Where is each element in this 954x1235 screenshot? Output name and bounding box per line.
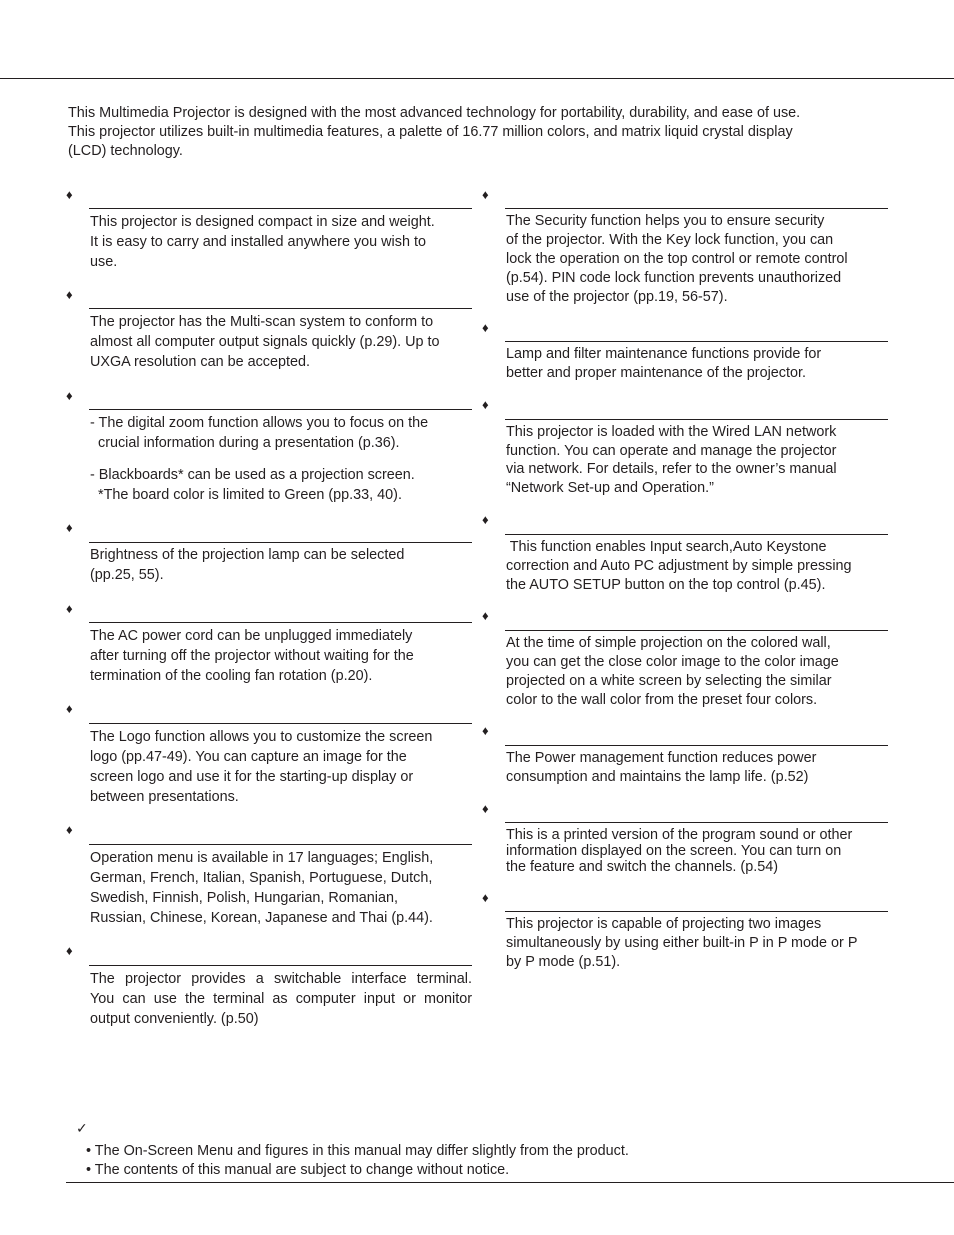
text-line: At the time of simple projection on the colored wall, [506, 635, 831, 651]
intro-paragraph [68, 104, 928, 161]
text-line: “Network Set-up and Operation.” [506, 479, 714, 496]
intro-line: (LCD) technology. [68, 143, 183, 159]
text-line: via network. For details, refer to the owner’s manual [506, 461, 837, 477]
text-line: Lamp and filter maintenance functions provide for [506, 346, 822, 362]
text-line: function. You can operate and manage the projector [506, 442, 837, 459]
text-line: Russian, Chinese, Korean, Japanese and Thai (p.44). [90, 910, 433, 926]
feature-heading-rule [89, 965, 472, 966]
diamond-bullet-icon: ♦ [66, 943, 73, 958]
text-line: The Power management function reduces power [506, 750, 817, 766]
feature-description [506, 749, 888, 787]
diamond-bullet-icon: ♦ [66, 601, 73, 616]
feature-description [90, 626, 472, 686]
text-line: UXGA resolution can be accepted. [90, 354, 310, 370]
text-line: output conveniently. (p.50) [90, 1011, 259, 1027]
text-line: This projector is loaded with the Wired LAN network [506, 424, 837, 440]
text-line: logo (pp.47-49). You can capture an image for the [90, 749, 407, 765]
feature-description [506, 345, 888, 383]
text-line: information displayed on the screen. You can turn on [506, 843, 842, 859]
feature-heading-rule [505, 419, 888, 420]
text-line: better and proper maintenance of the projector. [506, 365, 806, 381]
text-line: Swedish, Finnish, Polish, Hungarian, Romanian, [90, 890, 398, 906]
diamond-bullet-icon: ♦ [482, 512, 489, 527]
text-line: you can get the close color image to the color image [506, 654, 839, 670]
diamond-bullet-icon: ♦ [482, 187, 489, 202]
header-rule [0, 78, 954, 79]
feature-description [90, 848, 472, 928]
text-line: Operation menu is available in 17 languages; English, [90, 850, 434, 866]
feature-list-item [90, 465, 472, 505]
text-line: - Blackboards* can be used as a projection screen. [90, 467, 415, 483]
diamond-bullet-icon: ♦ [66, 388, 73, 403]
diamond-bullet-icon: ♦ [482, 608, 489, 623]
feature-description [506, 538, 888, 595]
feature-description [506, 634, 888, 710]
feature-heading-rule [89, 409, 472, 410]
diamond-bullet-icon: ♦ [482, 320, 489, 335]
feature-heading-rule [505, 745, 888, 746]
diamond-bullet-icon: ♦ [66, 520, 73, 535]
text-line: almost all computer output signals quickly (p.29). Up to [90, 334, 440, 350]
note-line: • The contents of this manual are subject to change without notice. [86, 1162, 510, 1178]
text-line: screen logo and use it for the starting-up display or [90, 769, 414, 785]
text-line: crucial information during a presentation (p.36). [90, 435, 400, 451]
text-line: use. [90, 254, 118, 270]
text-line: termination of the cooling fan rotation (p.20). [90, 668, 373, 684]
text-line: - The digital zoom function allows you to focus on the [90, 415, 429, 431]
text-line: The Security function helps you to ensure security [506, 213, 825, 229]
diamond-bullet-icon: ♦ [66, 187, 73, 202]
feature-description [506, 915, 888, 972]
text-line: the feature and switch the channels. (p.54) [506, 859, 778, 875]
text-line: simultaneously by using either built-in P in P mode or P [506, 935, 858, 951]
text-line: This function enables Input search,Auto Keystone [506, 539, 827, 555]
intro-line: This Multimedia Projector is designed with the most advanced technology for portability, durability, and ease of use. [68, 105, 801, 121]
text-line: after turning off the projector without waiting for the [90, 648, 414, 664]
text-line: It is easy to carry and installed anywhere you wish to [90, 234, 426, 250]
footer-rule [66, 1182, 954, 1183]
text-line: German, French, Italian, Spanish, Portuguese, Dutch, [90, 870, 433, 886]
text-line: The AC power cord can be unplugged immediately [90, 628, 413, 644]
text-line: of the projector. With the Key lock function, you can [506, 232, 834, 248]
text-line: This is a printed version of the program sound or other [506, 827, 853, 843]
text-line: consumption and maintains the lamp life. (p.52) [506, 769, 809, 785]
text-line: Brightness of the projection lamp can be selected [90, 547, 405, 563]
feature-description [90, 545, 472, 585]
feature-heading-rule [89, 208, 472, 209]
text-line: the AUTO SETUP button on the top control (p.45). [506, 577, 826, 593]
feature-heading-rule [505, 822, 888, 823]
diamond-bullet-icon: ♦ [482, 723, 489, 738]
text-line: This projector is capable of projecting two images [506, 916, 822, 932]
feature-description [506, 423, 888, 497]
text-line: color to the wall color from the preset four colors. [506, 692, 818, 708]
feature-heading-rule [89, 308, 472, 309]
text-line: correction and Auto PC adjustment by simple pressing [506, 558, 852, 574]
feature-heading-rule [505, 208, 888, 209]
text-line: between presentations. [90, 789, 239, 805]
text-line: use of the projector (pp.19, 56-57). [506, 289, 728, 305]
text-line: by P mode (p.51). [506, 954, 621, 970]
feature-description [90, 212, 472, 272]
text-line: You can use the terminal as computer input or monitor [90, 991, 472, 1007]
feature-heading-rule [89, 542, 472, 543]
feature-description [90, 312, 472, 372]
diamond-bullet-icon: ♦ [66, 701, 73, 716]
feature-description [506, 827, 888, 875]
text-line: The projector has the Multi-scan system to conform to [90, 314, 434, 330]
feature-description [506, 212, 888, 307]
feature-heading-rule [89, 723, 472, 724]
feature-heading-rule [505, 630, 888, 631]
feature-heading-rule [89, 844, 472, 845]
text-line: The projector provides a switchable interface terminal. [90, 971, 472, 987]
text-line: The Logo function allows you to customize the screen [90, 729, 433, 745]
feature-heading-rule [505, 911, 888, 912]
text-line: lock the operation on the top control or remote control [506, 251, 848, 267]
feature-description [90, 727, 472, 807]
feature-heading-rule [505, 534, 888, 535]
diamond-bullet-icon: ♦ [482, 890, 489, 905]
text-line: projected on a white screen by selecting the similar [506, 673, 832, 689]
feature-heading-rule [89, 622, 472, 623]
text-line: This projector is designed compact in size and weight. [90, 214, 435, 230]
note-line: • The On-Screen Menu and figures in this manual may differ slightly from the product. [86, 1143, 629, 1159]
checkmark-icon: ✓ [76, 1120, 88, 1136]
diamond-bullet-icon: ♦ [66, 287, 73, 302]
feature-description [90, 969, 472, 1029]
diamond-bullet-icon: ♦ [482, 397, 489, 412]
feature-list-item [90, 413, 472, 453]
diamond-bullet-icon: ♦ [482, 801, 489, 816]
text-line: (pp.25, 55). [90, 567, 164, 583]
diamond-bullet-icon: ♦ [66, 822, 73, 837]
intro-line: This projector utilizes built-in multimedia features, a palette of 16.77 million colors, and matrix liquid crystal display [68, 124, 793, 140]
text-line: (p.54). PIN code lock function prevents unauthorized [506, 270, 842, 286]
feature-heading-rule [505, 341, 888, 342]
text-line: *The board color is limited to Green (pp.33, 40). [90, 487, 402, 503]
